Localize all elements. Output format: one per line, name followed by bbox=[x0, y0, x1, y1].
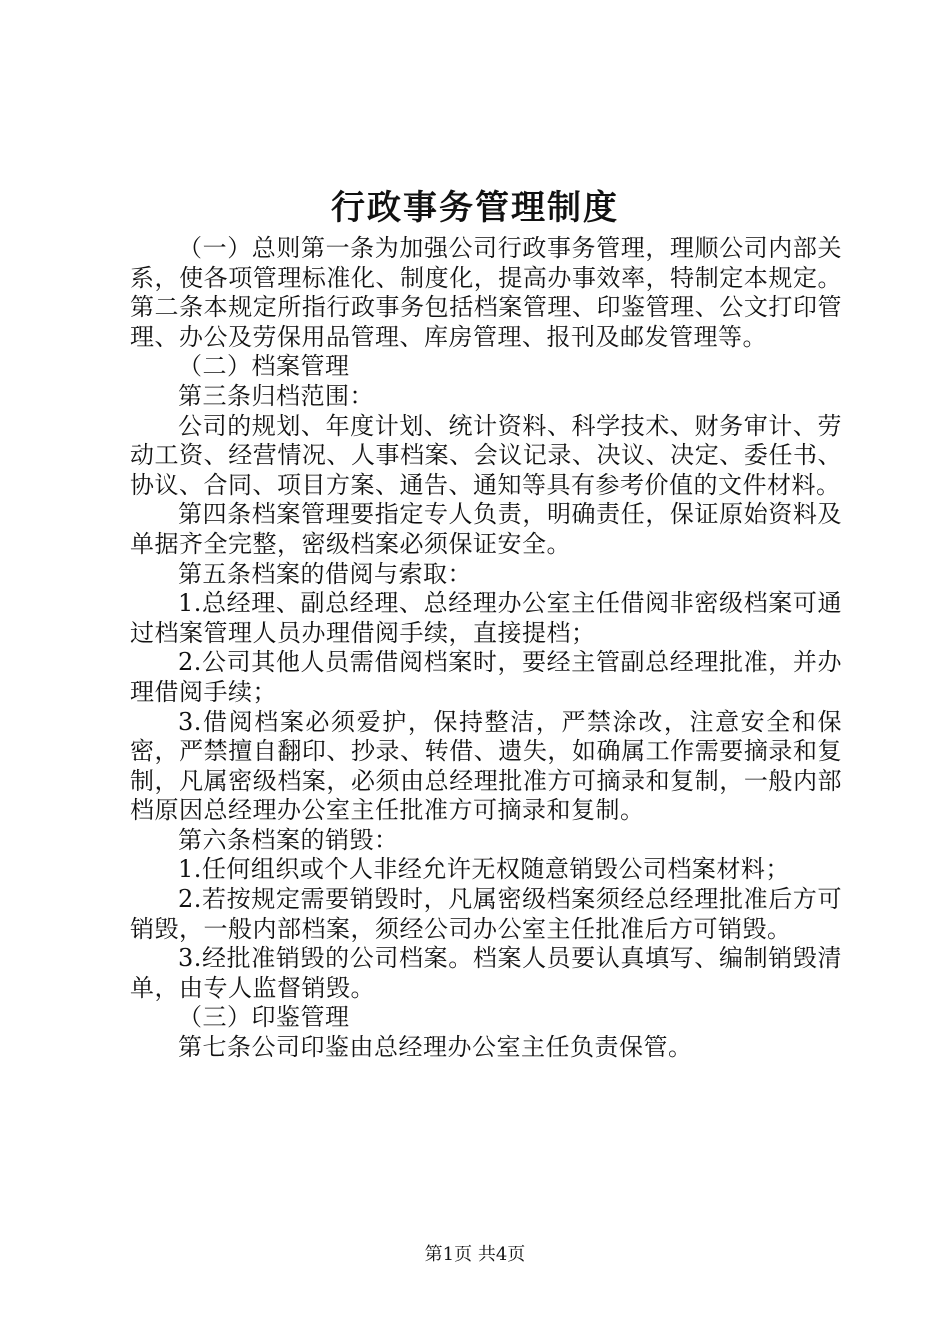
article-7: 第七条公司印鉴由总经理办公室主任负责保管。 bbox=[178, 1033, 693, 1062]
paragraph-archive-scope: 公司的规划、年度计划、统计资料、科学技术、财务审计、劳动工资、经营情况、人事档案、会议记录、决议、决定、委任书、协议、合同、项目方案、通告、通知等具有参考价值的文件材料。 bbox=[130, 411, 842, 499]
paragraph-general-rules: （一）总则第一条为加强公司行政事务管理，理顺公司内部关系，使各项管理标准化、制度化，提高办事效率，特制定本规定。第二条本规定所指行政事务包括档案管理、印鉴管理、公文打印管理、办公及劳保用品管理、库房管理、报刊及邮发管理等。 bbox=[130, 234, 842, 351]
article-6-heading: 第六条档案的销毁： bbox=[178, 825, 399, 854]
article-5-heading: 第五条档案的借阅与索取： bbox=[178, 559, 472, 588]
section-heading-archives: （二）档案管理 bbox=[178, 352, 350, 381]
section-heading-seals: （三）印鉴管理 bbox=[178, 1003, 350, 1032]
page-footer: 第1页 共4页 bbox=[424, 1244, 526, 1265]
document-body bbox=[130, 234, 842, 1063]
list-item-6-2: 2.若按规定需要销毁时，凡属密级档案须经总经理批准后方可销毁，一般内部档案，须经公司办公室主任批准后方可销毁。 bbox=[130, 885, 842, 943]
document-title: 行政事务管理制度 bbox=[331, 188, 619, 228]
article-3-heading: 第三条归档范围： bbox=[178, 381, 374, 410]
article-4: 第四条档案管理要指定专人负责，明确责任，保证原始资料及单据齐全完整，密级档案必须保证安全。 bbox=[130, 500, 842, 558]
list-item-5-3: 3.借阅档案必须爱护，保持整洁，严禁涂改，注意安全和保密，严禁擅自翻印、抄录、转借、遗失，如确属工作需要摘录和复制，凡属密级档案，必须由总经理批准方可摘录和复制，一般内部档原因总经理办公室主任批准方可摘录和复制。 bbox=[130, 707, 842, 825]
list-item-5-1: 1.总经理、副总经理、总经理办公室主任借阅非密级档案可通过档案管理人员办理借阅手续，直接提档； bbox=[130, 589, 842, 647]
list-item-6-1: 1.任何组织或个人非经允许无权随意销毁公司档案材料； bbox=[178, 855, 790, 884]
list-item-6-3: 3.经批准销毁的公司档案。档案人员要认真填写、编制销毁清单，由专人监督销毁。 bbox=[130, 944, 842, 1002]
list-item-5-2: 2.公司其他人员需借阅档案时，要经主管副总经理批准，并办理借阅手续； bbox=[130, 648, 842, 706]
